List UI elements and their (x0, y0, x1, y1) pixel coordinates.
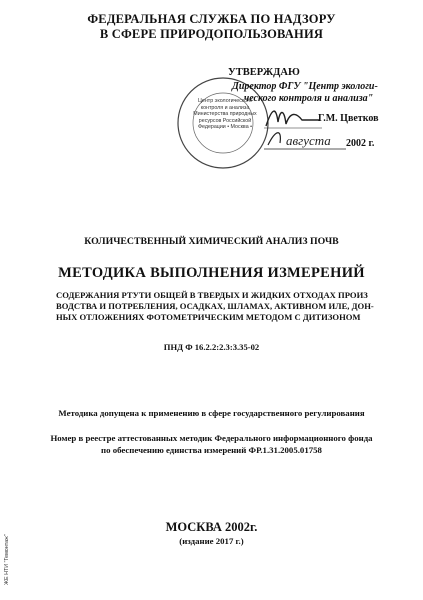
document-subject: КОЛИЧЕСТВЕННЫЙ ХИМИЧЕСКИЙ АНАЛИЗ ПОЧВ (84, 236, 339, 247)
handwritten-date (262, 125, 348, 155)
admission-note: Методика допущена к применению в сфере государственного регулирования (58, 408, 365, 418)
side-watermark-text: ЖЕ НТИ "Гемонтаж" (4, 534, 10, 585)
registry-note-line-1: Номер в реестре аттестованных методик Федерального информационного фонда (50, 433, 373, 443)
director-title-line-1: Директор ФГУ "Центр экологи- (232, 81, 378, 92)
approve-label: УТВЕРЖДАЮ (228, 67, 300, 78)
agency-name-line-1: ФЕДЕРАЛЬНАЯ СЛУЖБА ПО НАДЗОРУ (87, 12, 336, 26)
approval-year: 2002 г. (346, 138, 375, 149)
agency-name-line-2: В СФЕРЕ ПРИРОДОПОЛЬЗОВАНИЯ (99, 27, 324, 41)
handwritten-month: августа (286, 133, 331, 148)
document-title: МЕТОДИКА ВЫПОЛНЕНИЯ ИЗМЕРЕНИЙ (58, 265, 365, 281)
director-title-line-2: ческого контроля и анализа" (244, 93, 374, 104)
stamp-text: Центр экологического контроля и анализа Министерства природных ресурсов Российской Федерации • Москва • (193, 98, 257, 131)
signer-name: Г.М. Цветков (318, 113, 379, 124)
edition-note: (издание 2017 г.) (179, 536, 244, 546)
document-code: ПНД Ф 16.2.2:2.3:3.35-02 (163, 342, 260, 352)
document-content-description: СОДЕРЖАНИЯ РТУТИ ОБЩЕЙ В ТВЕРДЫХ И ЖИДКИХ ОТХОДАХ ПРОИЗ ВОДСТВА И ПОТРЕБЛЕНИЯ, ОСАДКАХ, ШЛАМАХ, АКТИВНОМ ИЛЕ, ДОН- НЫХ ОТЛОЖЕНИЯХ ФОТОМЕТРИЧЕСКИМ МЕТОДОМ С ДИТИЗОНОМ (56, 290, 374, 322)
city-year: МОСКВА 2002г. (165, 520, 258, 534)
registry-note-line-2: по обеспечению единства измерений ФР.1.31.2005.01758 (101, 445, 322, 455)
